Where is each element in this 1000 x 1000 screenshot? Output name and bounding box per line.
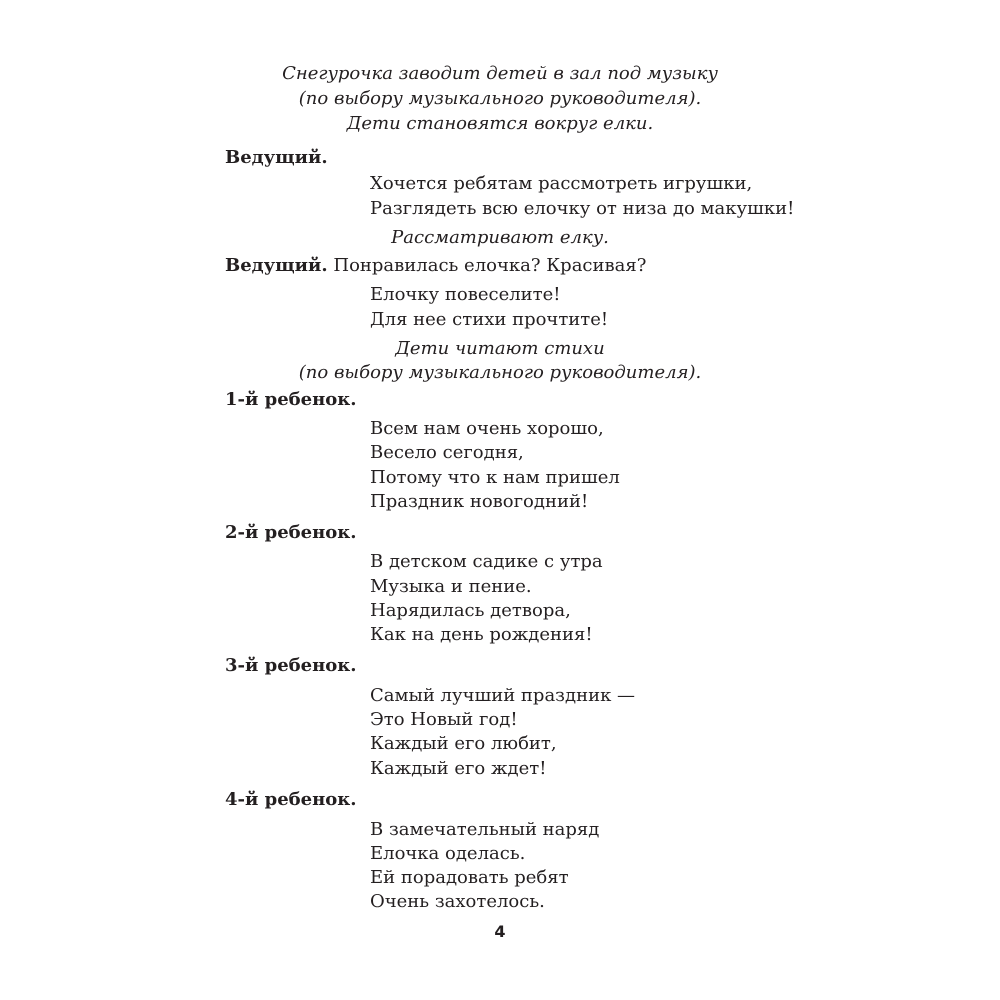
speaker-name: Ведущий. [225, 255, 328, 276]
verse-line: В замечательный наряд [370, 819, 600, 840]
verse-line: Елочка оделась. [370, 843, 526, 864]
verse-line: Самый лучший праздник — [370, 685, 636, 706]
verse-line: Потому что к нам пришел [370, 467, 620, 488]
speaker-line [225, 254, 646, 278]
speaker-name: 1-й ребенок. [225, 389, 357, 410]
verse-line: Праздник новогодний! [370, 491, 589, 512]
verse-line: Каждый его ждет! [370, 758, 547, 779]
verse-line: Ей порадовать ребят [370, 867, 569, 888]
verse-line: Как на день рождения! [370, 624, 593, 645]
verse-line: Нарядилась детвора, [370, 600, 571, 621]
verse-line: Елочку повеселите! [370, 284, 561, 305]
stage-direction-line: (по выбору музыкального руководителя). [298, 362, 702, 383]
stage-direction-line: (по выбору музыкального руководителя). [298, 88, 702, 109]
verse-line: Для нее стихи прочтите! [370, 309, 609, 330]
stage-direction-line: Дети читают стихи [395, 338, 605, 359]
verse-line: Хочется ребятам рассмотреть игрушки, [370, 173, 753, 194]
speaker-name: Ведущий. [225, 147, 328, 168]
stage-direction-line: Дети становятся вокруг елки. [346, 113, 654, 134]
verse-line: Разглядеть всю елочку от низа до макушки! [370, 198, 795, 219]
verse-line: Музыка и пение. [370, 576, 532, 597]
page-number: 4 [494, 922, 506, 941]
speaker-name: 4-й ребенок. [225, 789, 357, 810]
verse-line: Каждый его любит, [370, 733, 557, 754]
verse-line: Очень захотелось. [370, 891, 545, 912]
verse-line: Это Новый год! [370, 709, 518, 730]
verse-line: В детском садике с утра [370, 551, 603, 572]
verse-line: Всем нам очень хорошо, [370, 418, 604, 439]
speaker-inline-text: Понравилась елочка? Красивая? [333, 255, 647, 276]
verse-line: Весело сегодня, [370, 442, 524, 463]
stage-direction-line: Снегурочка заводит детей в зал под музыку [282, 63, 718, 84]
speaker-name: 2-й ребенок. [225, 522, 357, 543]
speaker-name: 3-й ребенок. [225, 655, 357, 676]
stage-direction-line: Рассматривают елку. [391, 227, 609, 248]
